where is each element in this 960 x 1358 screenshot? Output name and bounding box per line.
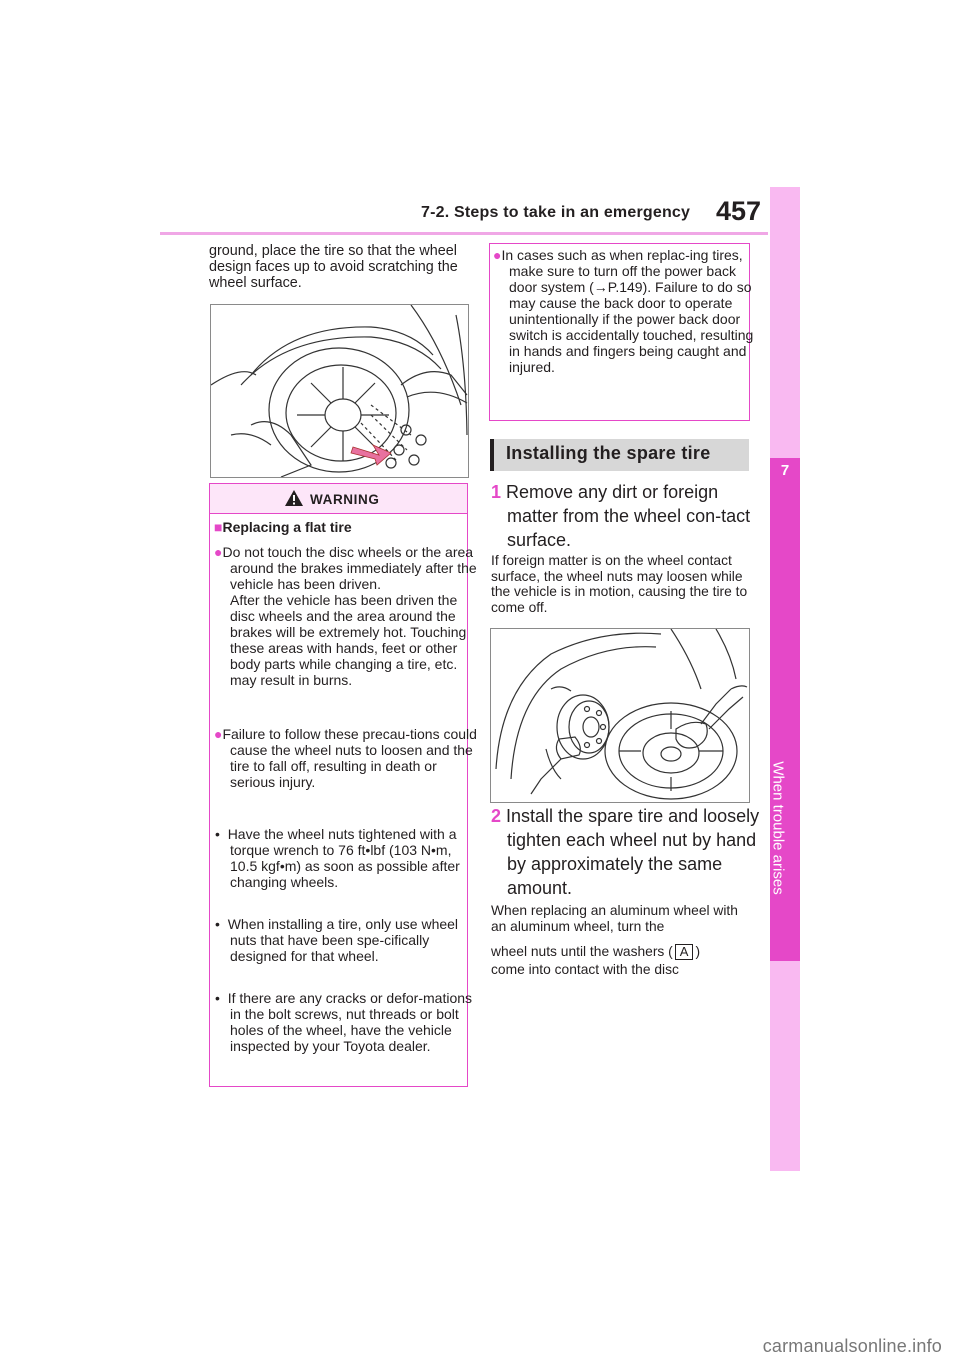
section-heading: Installing the spare tire: [506, 443, 711, 463]
step-2: 2 Install the spare tire and loosely tighten each wheel nut by hand by approximately the same amount.: [491, 806, 760, 898]
warning-subheading: ■Replacing a flat tire: [214, 519, 352, 535]
step-1-note: If foreign matter is on the wheel contact surface, the wheel nuts may loosen while the vehicle is in motion, causing the tire to come off.: [491, 553, 748, 615]
warning-bullet-2: • When installing a tire, only use wheel nuts that have been spe-cifically designed for that wheel.: [215, 916, 459, 964]
step-1: 1 Remove any dirt or foreign matter from the wheel con-tact surface.: [491, 482, 751, 550]
step-2-note-line-1: When replacing an aluminum wheel with an aluminum wheel, turn the: [491, 903, 738, 934]
chapter-label: When trouble arises: [769, 761, 787, 895]
dot-bullet-icon: •: [215, 916, 228, 932]
warning-title: WARNING: [310, 492, 380, 507]
cleaning-illustration: [491, 629, 749, 802]
warning-paragraph-2: ●Failure to follow these precau-tions could cause the wheel nuts to loosen and the tire to fall off, resulting in death or serious injury.: [214, 726, 477, 790]
step-number: 1: [491, 482, 502, 502]
notice-paragraph: ●In cases such as when replac-ing tires, make sure to turn off the power back door system (→P.149). Failure to do so may cause the back door to operate unintentionally if the power back door switch is accidentally touched, resulting in hands and fingers being caught and injured.: [493, 247, 754, 375]
circle-bullet-icon: ●: [214, 726, 223, 742]
page-number: 457: [716, 196, 762, 226]
circle-bullet-icon: ●: [493, 247, 502, 263]
callout-label-a: A: [675, 944, 694, 960]
watermark: carmanualsonline.info: [762, 1336, 942, 1356]
warning-triangle-icon: [284, 489, 304, 512]
dot-bullet-icon: •: [215, 826, 228, 842]
intro-paragraph: ground, place the tire so that the wheel design faces up to avoid scratching the wheel surface.: [209, 243, 458, 291]
figure-tire-removal: [210, 304, 469, 478]
step-2-note-line-3: come into contact with the disc: [491, 962, 679, 977]
section-heading-accent: [490, 439, 494, 471]
warning-paragraph-1: ●Do not touch the disc wheels or the area around the brakes immediately after the vehicle has been driven. After the vehicle has been driven the disc wheels and the area around the brakes will be extremely hot. Touching these areas with hands, feet or other body parts while changing a tire, etc. may result in burns.: [214, 544, 477, 688]
circle-bullet-icon: ●: [214, 544, 223, 560]
warning-header-divider: [210, 513, 467, 514]
header-divider: [160, 232, 768, 235]
warning-bullet-3: • If there are any cracks or defor-mations in the bolt screws, nut threads or bolt holes of the wheel, have the vehicle inspected by your Toyota dealer.: [215, 990, 473, 1054]
step-2-note-line-2: wheel nuts until the washers ( A ): [491, 944, 701, 959]
chapter-number: 7: [780, 462, 790, 479]
figure-cleaning-contact-surface: [490, 628, 750, 803]
step-number: 2: [491, 806, 502, 826]
square-bullet-icon: ■: [214, 519, 223, 535]
tire-removal-illustration: [211, 305, 468, 477]
dot-bullet-icon: •: [215, 990, 228, 1006]
header-section-title: 7-2. Steps to take in an emergency: [421, 204, 691, 221]
warning-bullet-1: • Have the wheel nuts tightened with a torque wrench to 76 ft•lbf (103 N•m, 10.5 kgf•m) as soon as possible after changing wheels.: [215, 826, 460, 890]
